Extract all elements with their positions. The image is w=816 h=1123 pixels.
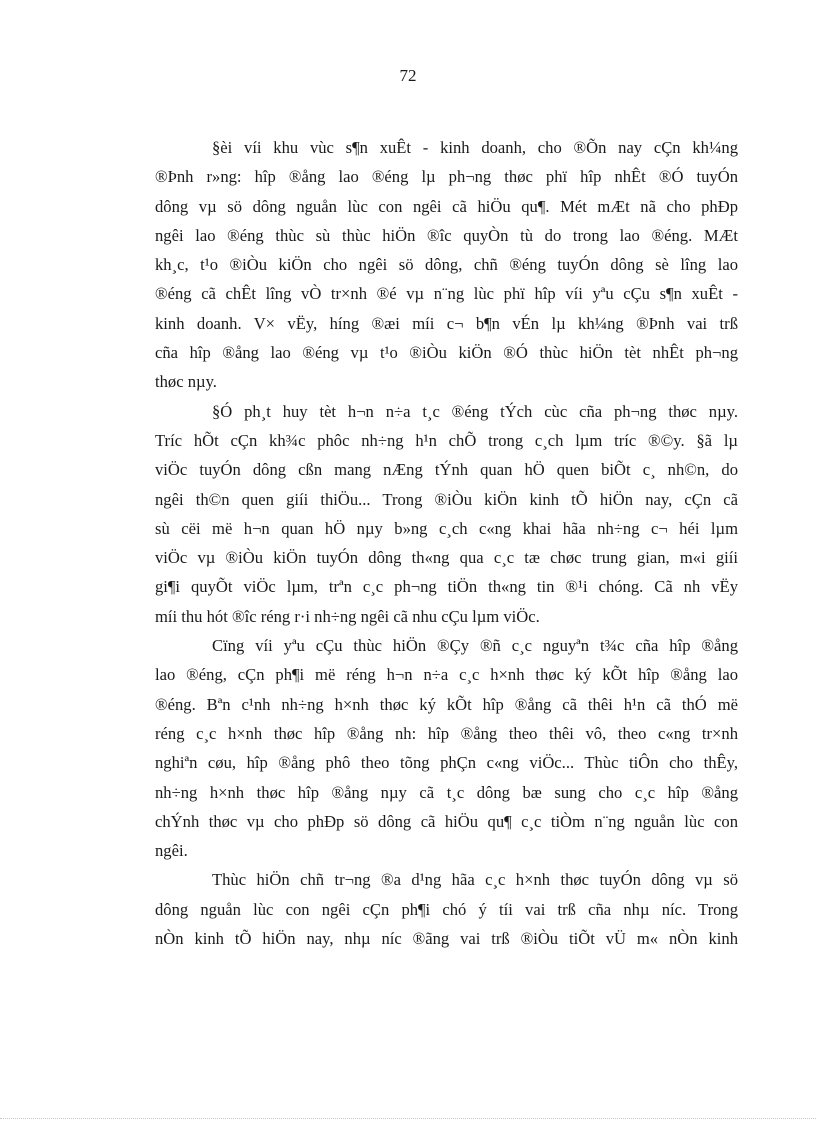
text-line: kinh doanh. V× vËy, híng ®æi míi c¬ b¶n vÉn lµ kh¼ng ®Þnh vai trß — [155, 313, 738, 333]
page-number: 72 — [399, 66, 417, 85]
text-line: lao ®éng, cÇn ph¶i më réng h¬n n÷a c¸c h×nh thøc ký kÕt hîp ®ång lao — [155, 665, 738, 685]
text-line: dông vµ sö dông nguån lùc con ngêi cã hiÖu qu¶. Mét mÆt nã cho phÐp — [155, 196, 738, 216]
text-line: ngêi th©n quen giíi thiÖu... Trong ®iÒu kiÖn kinh tÕ hiÖn nay, cÇn cã — [155, 489, 738, 509]
text-line: gi¶i quyÕt viÖc lµm, trªn c¸c ph¬ng tiÖn th«ng tin ®¹i chóng. Cã nh vËy — [155, 577, 738, 597]
text-line: §Ó ph¸t huy tèt h¬n n÷a t¸c ®éng tÝch cùc cña ph¬ng thøc nµy. — [212, 401, 738, 421]
paragraph-1 — [155, 133, 738, 397]
text-line: §èi víi khu vùc s¶n xuÊt - kinh doanh, cho ®Õn nay cÇn kh¼ng — [212, 138, 738, 157]
text-line: réng c¸c h×nh thøc hîp ®ång nh: hîp ®ång theo thêi vô, theo c«ng tr×nh — [155, 723, 738, 743]
text-line: chÝnh thøc vµ cho phÐp sö dông cã hiÖu qu¶ c¸c tiÒm n¨ng nguån lùc con — [155, 811, 738, 831]
body-text — [155, 133, 738, 953]
text-line: ®Þnh r»ng: hîp ®ång lao ®éng lµ ph¬ng thøc phï hîp nhÊt ®Ó tuyÓn — [155, 167, 738, 187]
text-line: Thùc hiÖn chñ tr¬ng ®a d¹ng hãa c¸c h×nh thøc tuyÓn dông vµ sö — [212, 870, 738, 890]
text-line: ngêi lao ®éng thùc sù thùc hiÖn ®îc quyÒn tù do trong lao ®éng. MÆt — [155, 225, 738, 245]
paragraph-3 — [155, 631, 738, 865]
text-line: míi thu hót ®îc réng r·i nh÷ng ngêi cã nhu cÇu lµm viÖc. — [155, 606, 540, 626]
text-line: nghiªn cøu, hîp ®ång phô theo tõng phÇn c«ng viÖc... Thùc tiÔn cho thÊy, — [155, 753, 738, 773]
text-line: nÒn kinh tÕ hiÖn nay, nhµ níc ®ãng vai trß ®iÒu tiÕt vÜ m« nÒn kinh — [155, 929, 738, 949]
paragraph-2 — [155, 397, 738, 631]
text-line: Cïng víi yªu cÇu thùc hiÖn ®Çy ®ñ c¸c nguyªn t¾c cña hîp ®ång — [212, 636, 738, 656]
text-line: dông nguån lùc con ngêi cÇn ph¶i chó ý tíi vai trß cña nhµ níc. Trong — [155, 899, 738, 919]
text-line: cña hîp ®ång lao ®éng vµ t¹o ®iÒu kiÖn ®Ó thùc hiÖn tèt nhÊt ph¬ng — [155, 343, 738, 363]
text-line: Tríc hÕt cÇn kh¾c phôc nh÷ng h¹n chÕ trong c¸ch lµm tríc ®©y. §ã lµ — [155, 430, 738, 450]
text-line: thøc nµy. — [155, 372, 217, 392]
text-line: viÖc tuyÓn dông cßn mang nÆng tÝnh quan hÖ quen biÕt c¸ nh©n, do — [155, 460, 738, 480]
text-line: ngêi. — [155, 841, 188, 861]
text-line: ®éng. Bªn c¹nh nh÷ng h×nh thøc ký kÕt hîp ®ång cã thêi h¹n cã thÓ më — [155, 694, 738, 714]
text-line: nh÷ng h×nh thøc hîp ®ång nµy cã t¸c dông bæ sung cho c¸c hîp ®ång — [155, 782, 738, 802]
text-line: kh¸c, t¹o ®iÒu kiÖn cho ngêi sö dông, chñ ®éng tuyÓn dông sè lîng lao — [155, 255, 738, 275]
text-line: viÖc vµ ®iÒu kiÖn tuyÓn dông th«ng qua c¸c tæ chøc trung gian, m«i giíi — [155, 548, 738, 568]
text-line: ®éng cã chÊt lîng vÒ tr×nh ®é vµ n¨ng lùc phï hîp víi yªu cÇu s¶n xuÊt - — [155, 284, 738, 304]
paragraph-4 — [155, 865, 738, 953]
bottom-dotted-rule — [0, 1118, 816, 1119]
text-line: sù cëi më h¬n quan hÖ nµy b»ng c¸ch c«ng khai hãa nh÷ng c¬ héi lµm — [155, 518, 738, 538]
